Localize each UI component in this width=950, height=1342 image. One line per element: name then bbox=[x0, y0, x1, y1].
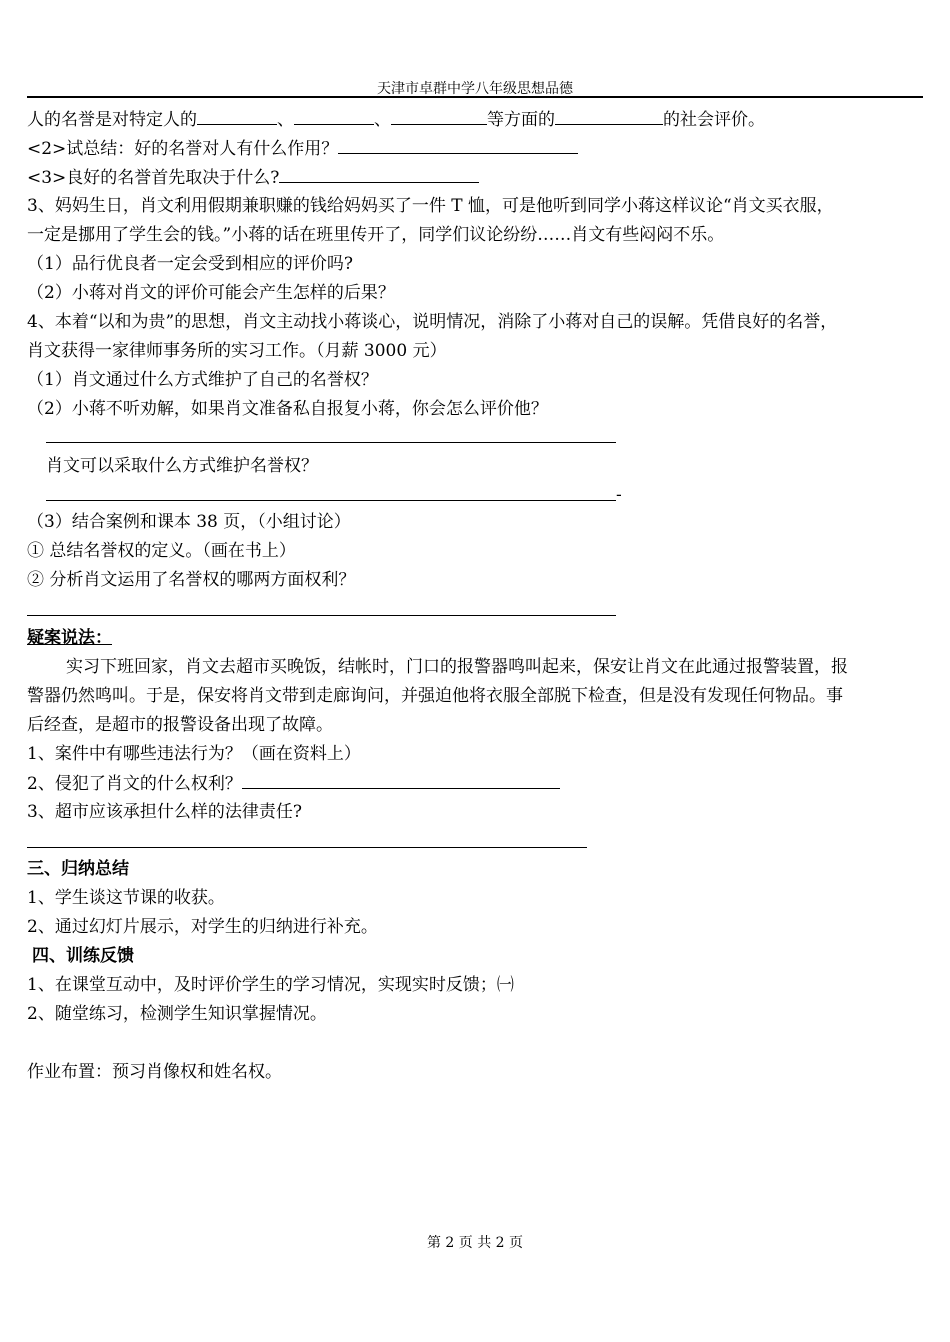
case-4-q2-sub: 肖文可以采取什么方式维护名誉权？ bbox=[46, 456, 318, 476]
case-4-text-2: 肖文获得一家律师事务所的实习工作。（月薪 3000 元） bbox=[27, 341, 447, 361]
page-footer: 第 2 页 共 2 页 bbox=[426, 1235, 524, 1251]
blank-4[interactable] bbox=[555, 108, 663, 125]
summary-item-1: 1、学生谈这节课的收获。 bbox=[27, 888, 225, 908]
case-4-q3: （3）结合案例和课本 38 页，（小组讨论） bbox=[27, 512, 351, 532]
case-3-q1: （1）品行优良者一定会受到相应的评价吗? bbox=[27, 254, 353, 274]
feedback-item-1: 1、在课堂互动中，及时评价学生的学习情况，实现实时反馈；㈠ bbox=[27, 975, 514, 995]
definition-sep-1: 、 bbox=[277, 110, 294, 130]
case-4-text-1: 4、本着“以和为贵”的思想，肖文主动找小蒋谈心，说明情况，消除了小蒋对自己的误解。凭借良好的名誉， bbox=[27, 312, 838, 332]
header-rule bbox=[27, 96, 923, 98]
case-story-1: 实习下班回家，肖文去超市买晚饭，结帐时，门口的报警器鸣叫起来，保安让肖文在此通过报警装置，报 bbox=[66, 657, 848, 677]
answer-line-2-dash: - bbox=[616, 485, 622, 505]
feedback-item-2: 2、随堂练习，检测学生知识掌握情况。 bbox=[27, 1004, 327, 1024]
question-2-blank[interactable] bbox=[338, 137, 578, 154]
case-q2-line bbox=[27, 772, 560, 795]
question-2-line bbox=[27, 137, 578, 160]
question-3-blank[interactable] bbox=[279, 166, 479, 183]
blank-3[interactable] bbox=[391, 108, 487, 125]
section-heading-summary: 三、归纳总结 bbox=[27, 859, 129, 879]
definition-sep-2: 、 bbox=[374, 110, 391, 130]
case-3-text-1: 3、妈妈生日，肖文利用假期兼职赚的钱给妈妈买了一件 T 恤，可是他听到同学小蒋这样议论“肖文买衣服， bbox=[27, 196, 834, 216]
section-heading-feedback: 四、训练反馈 bbox=[32, 946, 134, 966]
case-4-q2: （2）小蒋不听劝解，如果肖文准备私自报复小蒋，你会怎么评价他？ bbox=[27, 399, 548, 419]
question-3-text: <3>良好的名誉首先取决于什么? bbox=[27, 168, 280, 188]
definition-text-a: 人的名誉是对特定人的 bbox=[27, 110, 197, 130]
case-4-q3-item-2: ② 分析肖文运用了名誉权的哪两方面权利？ bbox=[27, 570, 356, 590]
case-q1: 1、案件中有哪些违法行为？（画在资料上） bbox=[27, 744, 361, 764]
blank-1[interactable] bbox=[197, 108, 277, 125]
case-q2-text: 2、侵犯了肖文的什么权利？ bbox=[27, 774, 242, 794]
case-3-q2: （2）小蒋对肖文的评价可能会产生怎样的后果？ bbox=[27, 283, 395, 303]
answer-line-3[interactable] bbox=[27, 615, 616, 616]
blank-2[interactable] bbox=[294, 108, 374, 125]
case-4-q3-item-1: ① 总结名誉权的定义。（画在书上） bbox=[27, 541, 296, 561]
section-heading-case: 疑案说法： bbox=[27, 628, 112, 648]
case-4-q1: （1）肖文通过什么方式维护了自己的名誉权？ bbox=[27, 370, 378, 390]
answer-line-1[interactable] bbox=[46, 442, 616, 443]
definition-fill-line bbox=[27, 108, 765, 131]
summary-item-2: 2、通过幻灯片展示，对学生的归纳进行补充。 bbox=[27, 917, 378, 937]
case-story-2: 警器仍然鸣叫。于是，保安将肖文带到走廊询问，并强迫他将衣服全部脱下检查，但是没有发现任何物品。事 bbox=[27, 686, 843, 706]
case-3-text-2: 一定是挪用了学生会的钱。”小蒋的话在班里传开了，同学们议论纷纷……肖文有些闷闷不乐。 bbox=[27, 225, 725, 245]
page-header-title: 天津市卓群中学八年级思想品德 bbox=[377, 81, 573, 97]
definition-text-c: 的社会评价。 bbox=[663, 110, 765, 130]
homework-line: 作业布置：预习肖像权和姓名权。 bbox=[27, 1062, 282, 1082]
definition-text-b: 等方面的 bbox=[487, 110, 555, 130]
answer-line-4[interactable] bbox=[27, 847, 587, 848]
case-story-3: 后经查，是超市的报警设备出现了故障。 bbox=[27, 715, 333, 735]
question-3-line bbox=[27, 166, 479, 189]
case-q3: 3、超市应该承担什么样的法律责任? bbox=[27, 802, 302, 822]
case-q2-blank[interactable] bbox=[242, 772, 560, 789]
answer-line-2[interactable] bbox=[46, 500, 616, 501]
question-2-text: <2>试总结：好的名誉对人有什么作用？ bbox=[27, 139, 339, 159]
